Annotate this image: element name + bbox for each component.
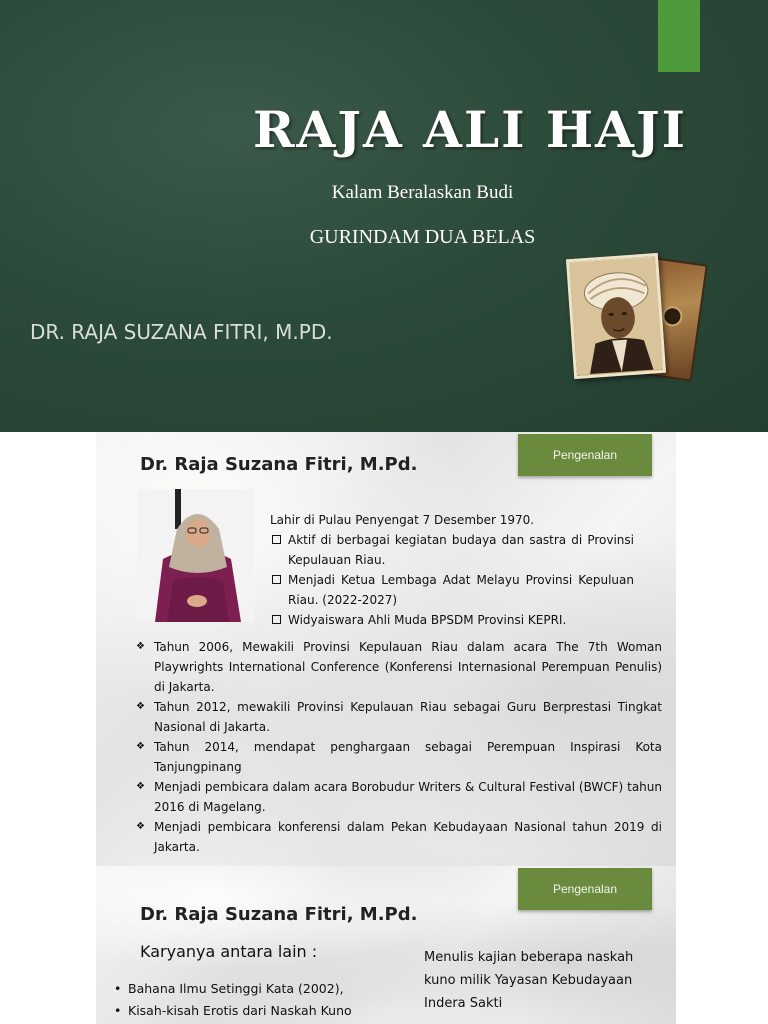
- slide-subtitle: Kalam Beralaskan Budi: [331, 182, 514, 203]
- list-item: ❖ Menjadi pembicara dalam acara Borobudur Writers & Cultural Festival (BWCF) tahun 2016 di Magelang.: [136, 777, 662, 817]
- accent-bar: [658, 0, 700, 72]
- achievements-list: [136, 637, 662, 857]
- section-tag: Pengenalan: [518, 434, 652, 476]
- section-tag: Pengenalan: [518, 868, 652, 910]
- list-item: Aktif di berbagai kegiatan budaya dan sastra di Provinsi Kepulauan Riau.: [270, 530, 634, 570]
- raja-ali-haji-portrait: [566, 253, 666, 379]
- manuscript-study-text: Menulis kajian beberapa naskah kuno milik Yayasan Kebudayaan Indera Sakti: [424, 950, 634, 1011]
- list-item: • Bahana Ilmu Setinggi Kata (2002),: [114, 978, 384, 1000]
- list-item: Menjadi Ketua Lembaga Adat Melayu Provinsi Kepuluan Riau. (2022-2027): [270, 570, 634, 610]
- introduction-slide: [96, 432, 676, 866]
- list-item: Widyaiswara Ahli Muda BPSDM Provinsi KEPRI.: [270, 610, 634, 630]
- list-item: ❖ Tahun 2012, mewakili Provinsi Kepulauan Riau sebagai Guru Berprestasi Tingkat Nasional di Jakarta.: [136, 697, 662, 737]
- works-list: [114, 978, 384, 1022]
- slide-subtitle-2: GURINDAM DUA BELAS: [309, 226, 536, 248]
- intro-list: [270, 530, 634, 630]
- title-slide: [0, 0, 768, 432]
- works-heading: Karyanya antara lain :: [140, 942, 318, 961]
- works-slide: [96, 866, 676, 1024]
- person-name: Dr. Raja Suzana Fitri, M.Pd.: [140, 904, 418, 925]
- list-item: ❖ Tahun 2006, Mewakili Provinsi Kepulauan Riau dalam acara The 7th Woman Playwrights International Conference (Konferensi Internasional Perempuan Penulis) di Jakarta.: [136, 637, 662, 697]
- seal-icon: [661, 305, 684, 328]
- list-item: ❖ Menjadi pembicara konferensi dalam Pekan Kebudayaan Nasional tahun 2019 di Jakarta.: [136, 817, 662, 857]
- profile-photo: [137, 489, 254, 622]
- slide-title: RAJA ALI HAJI: [252, 100, 688, 159]
- author-name: DR. RAJA SUZANA FITRI, M.PD.: [30, 320, 333, 344]
- person-name: Dr. Raja Suzana Fitri, M.Pd.: [140, 454, 418, 475]
- portrait-image: [566, 254, 706, 384]
- list-item: ❖ Tahun 2014, mendapat penghargaan sebagai Perempuan Inspirasi Kota Tanjungpinang: [136, 737, 662, 777]
- birth-info: Lahir di Pulau Penyengat 7 Desember 1970.: [270, 513, 535, 527]
- intro-block: [270, 510, 634, 630]
- list-item: • Kisah-kisah Erotis dari Naskah Kuno: [114, 1000, 384, 1022]
